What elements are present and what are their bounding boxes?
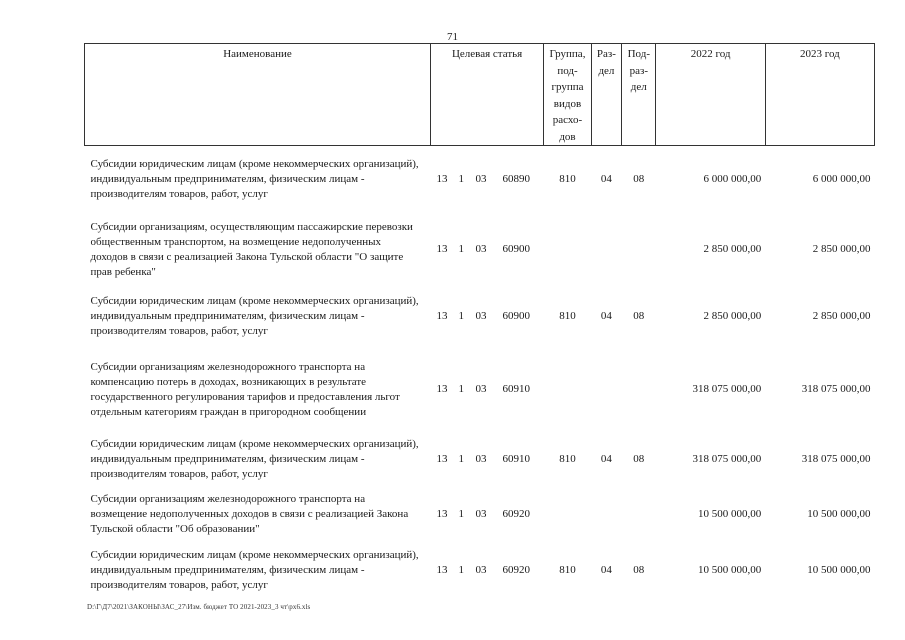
target-subprogram: 1 [458, 453, 464, 465]
row-expense-group: 810 [559, 173, 576, 186]
row-expense-group [544, 214, 592, 286]
table-row [85, 348, 875, 432]
row-expense-group: 810 [559, 564, 576, 576]
target-direction: 60920 [502, 564, 530, 576]
header-name: Наименование [85, 44, 431, 146]
row-section: 04 [600, 453, 612, 465]
target-program: 13 [436, 564, 448, 576]
row-amount-2022: 6 000 000,00 [703, 173, 762, 186]
row-amount-2023: 2 850 000,00 [812, 243, 871, 255]
header-section: Раз-дел [591, 44, 621, 146]
row-expense-group [544, 488, 592, 542]
row-expense-group [544, 348, 592, 432]
header-year-2022: 2022 год [656, 44, 765, 146]
row-section [591, 348, 621, 432]
row-subsection: 08 [633, 173, 645, 186]
row-amount-2022: 318 075 000,00 [692, 383, 762, 395]
row-amount-2022: 10 500 000,00 [697, 508, 762, 520]
row-name: Субсидии юридическим лицам (кроме некоммерческих организаций), индивидуальным предпринимателям, физическим лицам - производителям товаров, работ, услуг [90, 295, 419, 337]
target-direction: 60890 [502, 173, 530, 186]
header-subsection: Под-раз-дел [622, 44, 656, 146]
target-subprogram: 1 [458, 243, 464, 255]
target-event: 03 [475, 243, 487, 255]
target-program: 13 [436, 453, 448, 465]
table-row [85, 286, 875, 348]
target-event: 03 [475, 508, 487, 520]
target-direction: 60910 [502, 453, 530, 465]
row-amount-2023: 318 075 000,00 [801, 453, 871, 465]
row-name: Субсидии юридическим лицам (кроме некоммерческих организаций), индивидуальным предпринимателям, физическим лицам - производителям товаров, работ, услуг [90, 549, 419, 591]
target-subprogram: 1 [458, 508, 464, 520]
table-row [85, 214, 875, 286]
header-row [85, 44, 875, 146]
row-subsection: 08 [633, 453, 645, 465]
row-name: Субсидии организациям железнодорожного транспорта на возмещение недополученных доходов в связи с реализацией Закона Тульской области "Об образовании" [90, 493, 409, 535]
row-amount-2023: 318 075 000,00 [801, 383, 871, 395]
row-target-article [430, 286, 543, 348]
row-amount-2022: 2 850 000,00 [703, 310, 762, 322]
row-section [591, 488, 621, 542]
row-subsection [622, 214, 656, 286]
row-amount-2023: 10 500 000,00 [807, 508, 871, 520]
row-expense-group: 810 [559, 453, 576, 465]
target-direction: 60900 [502, 243, 530, 255]
table-row [85, 542, 875, 600]
target-direction: 60920 [502, 508, 530, 520]
row-subsection: 08 [633, 564, 645, 576]
row-name: Субсидии организациям железнодорожного транспорта на компенсацию потерь в доходах, возникающих в результате государственного регулирования тарифов и предоставления льгот отдельным категориям граждан в пригородном сообщении [90, 360, 400, 418]
row-section: 04 [600, 310, 612, 322]
row-amount-2022: 10 500 000,00 [697, 564, 762, 576]
footer-file-path: D:\Г\Д7\2021\ЗАКОНЫ\ЗАС_27\Изм. бюджет ТО 2021-2023_3 чт\рх6.xls [87, 603, 311, 611]
target-event: 03 [475, 310, 487, 322]
table-body [85, 146, 875, 600]
row-amount-2022: 2 850 000,00 [703, 243, 762, 255]
row-amount-2023: 6 000 000,00 [812, 173, 871, 186]
row-amount-2022: 318 075 000,00 [692, 453, 762, 465]
target-program: 13 [436, 508, 448, 520]
target-subprogram: 1 [458, 310, 464, 322]
target-program: 13 [436, 243, 448, 255]
target-event: 03 [475, 564, 487, 576]
header-year-2023: 2023 год [765, 44, 874, 146]
target-subprogram: 1 [458, 173, 464, 186]
row-amount-2023: 10 500 000,00 [807, 564, 871, 576]
target-event: 03 [475, 173, 487, 186]
row-subsection [622, 488, 656, 542]
row-section: 04 [600, 564, 612, 576]
target-direction: 60910 [502, 383, 530, 395]
row-target-article [430, 348, 543, 432]
row-subsection [622, 348, 656, 432]
row-name: Субсидии юридическим лицам (кроме некоммерческих организаций), индивидуальным предпринимателям, физическим лицам - производителям товаров, работ, услуг [90, 438, 419, 480]
row-target-article [430, 214, 543, 286]
target-direction: 60900 [502, 310, 530, 322]
header-target-article: Целевая статья [430, 44, 543, 146]
table-row [85, 488, 875, 542]
budget-table [84, 43, 875, 600]
row-expense-group: 810 [559, 310, 576, 322]
row-name: Субсидии юридическим лицам (кроме некоммерческих организаций), индивидуальным предпринимателям, физическим лицам - производителям товаров, работ, услуг [90, 158, 419, 201]
target-program: 13 [436, 310, 448, 322]
table-header [85, 44, 875, 146]
target-program: 13 [436, 383, 448, 395]
header-expense-group: Группа, под-группа видов расхо-дов [544, 44, 592, 146]
row-target-article [430, 488, 543, 542]
page-number: 71 [447, 31, 458, 43]
target-subprogram: 1 [458, 564, 464, 576]
target-event: 03 [475, 383, 487, 395]
table-row [85, 432, 875, 488]
target-event: 03 [475, 453, 487, 465]
row-subsection: 08 [633, 310, 645, 322]
row-target-article [430, 542, 543, 600]
row-target-article [430, 432, 543, 488]
row-amount-2023: 2 850 000,00 [812, 310, 871, 322]
row-name: Субсидии организациям, осуществляющим пассажирские перевозки общественным транспортом, на возмещение недополученных доходов в связи с реализацией Закона Тульской области "О защите прав ребенка" [90, 220, 413, 278]
row-section: 04 [600, 173, 612, 186]
table-row [85, 146, 875, 214]
row-section [591, 214, 621, 286]
target-program: 13 [436, 173, 448, 186]
target-subprogram: 1 [458, 383, 464, 395]
row-target-article [430, 146, 543, 214]
